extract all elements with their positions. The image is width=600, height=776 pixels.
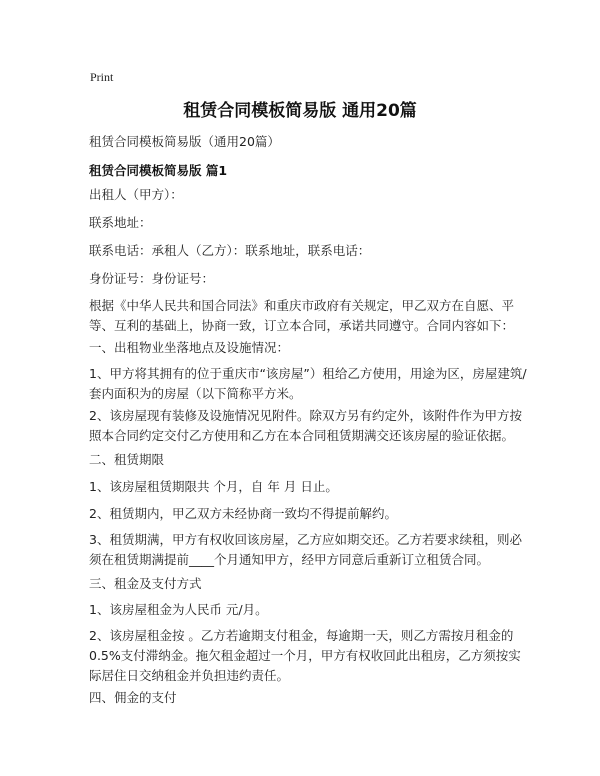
section-2-clause-1: 1、该房屋租赁期限共 个月，自 年 月 日止。 <box>89 479 338 494</box>
section-3-title: 三、租金及支付方式 <box>89 576 202 591</box>
section-4-title: 四、佣金的支付 <box>89 690 177 705</box>
section-3-clause-2: 2、该房屋租金按 。乙方若逾期支付租金，每逾期一天，则乙方需按月租金的0.5%支付滞纳金。拖欠租金超过一个月，甲方有权收回此出租房，乙方须按实际居住日交纳租金并负担违约责任。 <box>89 628 521 683</box>
section-3-clause-1: 1、该房屋租金为人民币 元/月。 <box>89 602 268 617</box>
lessor-line: 出租人（甲方）： <box>89 187 183 202</box>
section-2-clause-3: 3、租赁期满，甲方有权收回该房屋，乙方应如期交还。乙方若要求续租，则必须在租赁期满提前____个月通知甲方，经甲方同意后重新订立租赁合同。 <box>89 532 522 567</box>
section-heading: 租赁合同模板简易版 篇1 <box>89 163 228 178</box>
page-title: 租赁合同模板简易版 通用20篇 <box>183 101 417 121</box>
section-2-title: 二、租赁期限 <box>89 452 165 467</box>
document-subtitle: 租赁合同模板简易版（通用20篇） <box>89 134 280 149</box>
section-2-clause-2: 2、租赁期内，甲乙双方未经协商一致均不得提前解约。 <box>89 506 397 521</box>
print-link[interactable]: Print <box>90 70 114 84</box>
id-line: 身份证号：身份证号： <box>89 271 215 286</box>
intro-paragraph: 根据《中华人民共和国合同法》和重庆市政府有关规定，甲乙双方在自愿、平等、互利的基础上，协商一致，订立本合同，承诺共同遵守。合同内容如下： <box>89 298 515 333</box>
section-1-clause-1: 1、甲方将其拥有的位于重庆市“该房屋”）租给乙方使用，用途为区，房屋建筑/套内面积为的房屋（以下简称平方米。 <box>89 366 527 401</box>
section-1-title: 一、出租物业坐落地点及设施情况： <box>89 340 290 355</box>
phone-line: 联系电话：承租人（乙方）：联系地址，联系电话： <box>89 243 371 258</box>
address-line: 联系地址： <box>89 215 152 230</box>
section-1-clause-2: 2、该房屋现有装修及设施情况见附件。除双方另有约定外，该附件作为甲方按照本合同约定交付乙方使用和乙方在本合同租赁期满交还该房屋的验证依据。 <box>89 408 522 443</box>
